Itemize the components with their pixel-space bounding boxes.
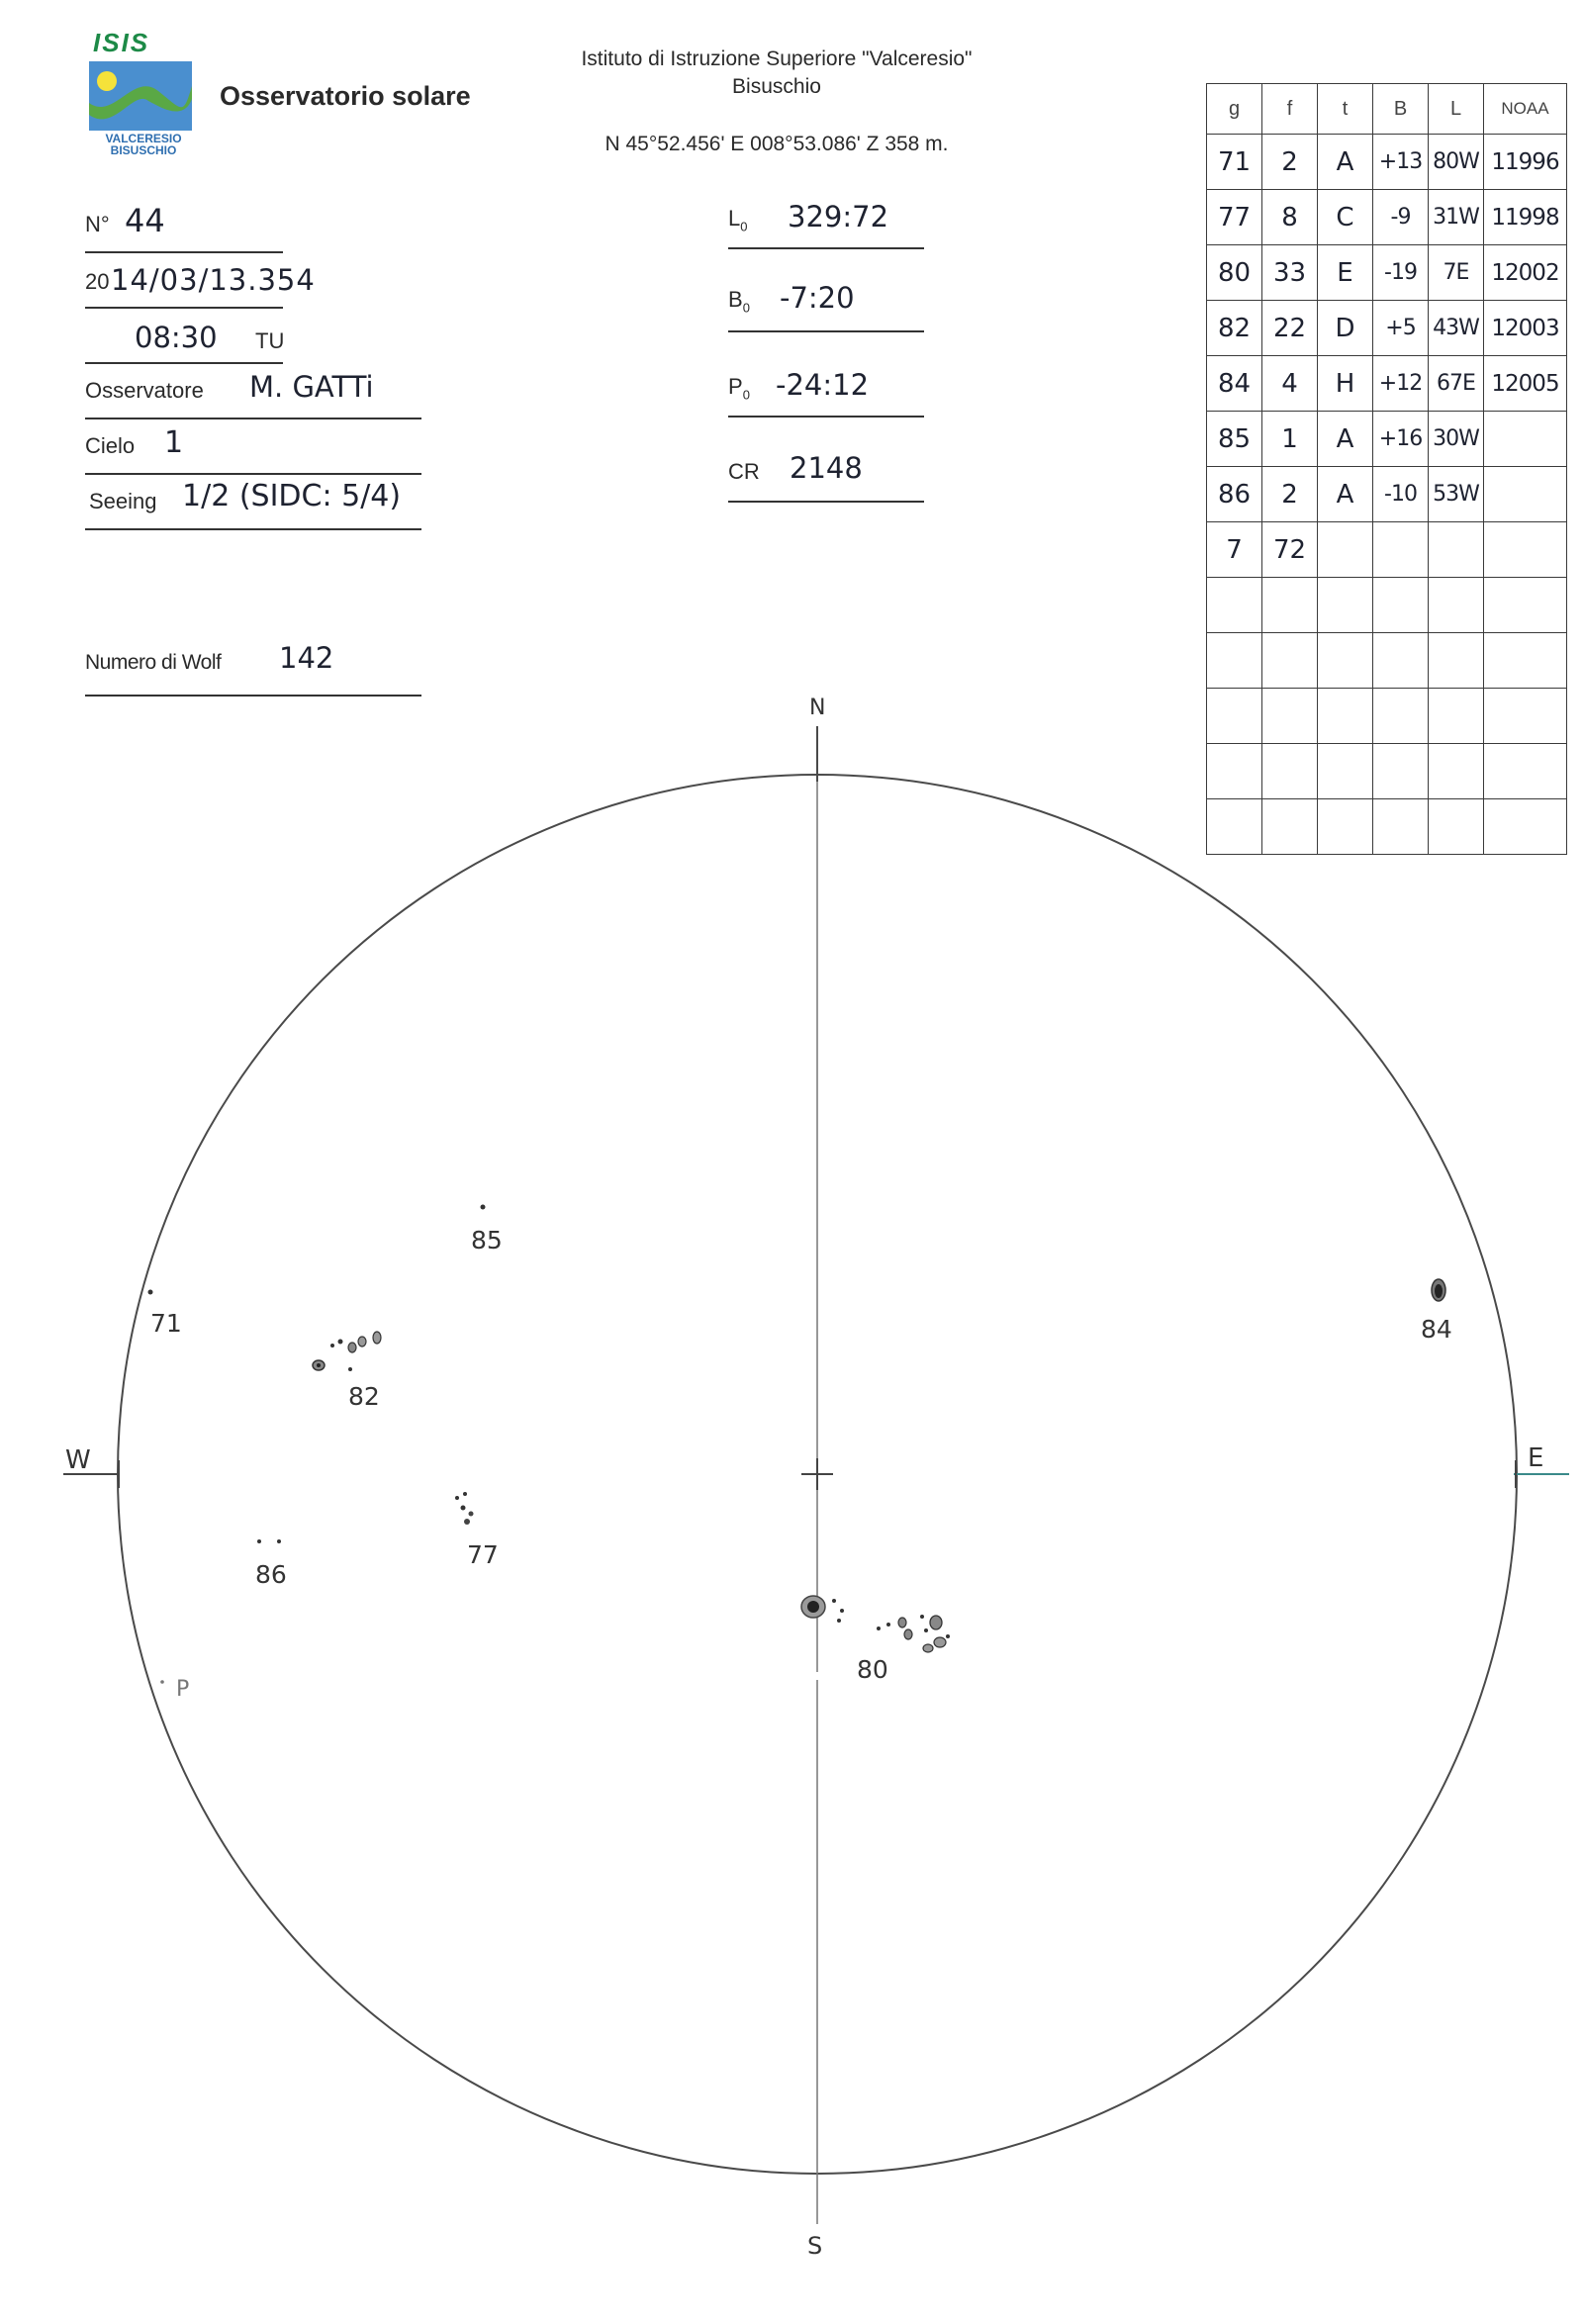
sunspot-85 [481,1205,486,1210]
table-cell: 1 [1262,412,1318,467]
group-label-80: 80 [857,1655,888,1684]
sunspot-group-84 [1432,1279,1445,1301]
logo-text: ISIS [93,28,150,57]
west-label: W [65,1445,91,1475]
table-cell: -9 [1373,190,1429,245]
table-cell: 11996 [1484,135,1567,190]
table-cell: E [1318,245,1373,301]
time-unit: TU [255,328,285,353]
table-cell: 85 [1207,412,1262,467]
south-label: S [807,2232,823,2260]
group-label-82: 82 [348,1382,380,1411]
logo-subtitle-line2: BISUSCHIO [110,143,177,157]
table-cell: 77 [1207,190,1262,245]
group-label-84: 84 [1421,1315,1452,1344]
p-mark-dot [160,1680,164,1684]
table-cell: 11998 [1484,190,1567,245]
p0-label: $P_0$ [728,374,750,403]
institute-town: Bisuschio [732,75,821,98]
table-cell: 7 [1207,522,1262,578]
table-cell: 80 [1207,245,1262,301]
table-cell: 86 [1207,467,1262,522]
b0-label: $B_0$ [728,287,750,316]
observer-label: Osservatore [85,378,204,403]
p-mark-label: P [176,1677,190,1702]
table-cell: 80W [1429,135,1484,190]
table-cell: A [1318,467,1373,522]
group-label-71: 71 [150,1309,182,1338]
cr-value: 2148 [790,451,863,485]
table-header-cell: B [1373,84,1429,135]
table-cell: C [1318,190,1373,245]
table-cell: 7E [1429,245,1484,301]
north-label: N [809,696,826,720]
table-cell: A [1318,412,1373,467]
group-label-77: 77 [467,1540,499,1569]
table-cell: H [1318,356,1373,412]
table-cell: 12003 [1484,301,1567,356]
table-cell: -19 [1373,245,1429,301]
table-header-cell: g [1207,84,1262,135]
table-cell: D [1318,301,1373,356]
table-header-cell: L [1429,84,1484,135]
table-cell: 71 [1207,135,1262,190]
table-cell: +16 [1373,412,1429,467]
l0-label: $L_0$ [728,206,748,234]
table-cell: 43W [1429,301,1484,356]
observatory-coordinates: N 45°52.456' E 008°53.086' Z 358 m. [605,133,949,155]
b0-value: -7:20 [780,281,855,315]
table-header-cell: NOAA [1484,84,1567,135]
sky-value: 1 [164,425,184,460]
group-label-85: 85 [471,1226,503,1255]
table-cell: 67E [1429,356,1484,412]
number-label: N° [85,212,110,236]
table-cell: 12002 [1484,245,1567,301]
table-cell: 72 [1262,522,1318,578]
table-cell: 12005 [1484,356,1567,412]
wolf-label: Numero di Wolf [85,651,222,674]
observer-value: M. GATTi [249,370,374,404]
date-prefix: 20 [85,269,110,294]
sunspot-group-82 [313,1332,381,1371]
table-header-cell: t [1318,84,1373,135]
cr-label: CR [728,459,760,484]
table-cell: 2 [1262,135,1318,190]
table-cell: 22 [1262,301,1318,356]
sunspot-86-a [257,1539,261,1543]
p0-value: -24:12 [776,368,870,402]
sunspot-71 [148,1290,153,1295]
number-value: 44 [125,202,165,239]
table-cell: 33 [1262,245,1318,301]
table-cell: +12 [1373,356,1429,412]
table-cell: 31W [1429,190,1484,245]
table-cell: 2 [1262,467,1318,522]
seeing-value: 1/2 (SIDC: 5/4) [182,479,402,513]
group-label-86: 86 [255,1560,287,1589]
table-cell: +5 [1373,301,1429,356]
table-cell: 84 [1207,356,1262,412]
table-cell: 53W [1429,467,1484,522]
table-cell: +13 [1373,135,1429,190]
table-cell: -10 [1373,467,1429,522]
sunspot-group-77 [455,1492,474,1525]
seeing-label: Seeing [89,489,157,513]
wolf-value: 142 [279,641,334,675]
institute-name: Istituto di Istruzione Superiore "Valceresio" [581,47,973,70]
table-cell: 30W [1429,412,1484,467]
table-cell: 4 [1262,356,1318,412]
sky-label: Cielo [85,433,136,458]
sunspot-86-b [277,1539,281,1543]
east-label: E [1528,1443,1544,1473]
observatory-title: Osservatorio solare [220,81,471,111]
time-value: 08:30 [135,321,218,354]
table-cell: 8 [1262,190,1318,245]
table-cell: A [1318,135,1373,190]
sunspot-group-80 [801,1596,950,1652]
logo-subtitle-line1: VALCERESIO [105,132,182,145]
table-cell: 82 [1207,301,1262,356]
table-header-cell: f [1262,84,1318,135]
date-value: 14/03/13.354 [111,263,316,297]
l0-value: 329:72 [788,200,889,233]
